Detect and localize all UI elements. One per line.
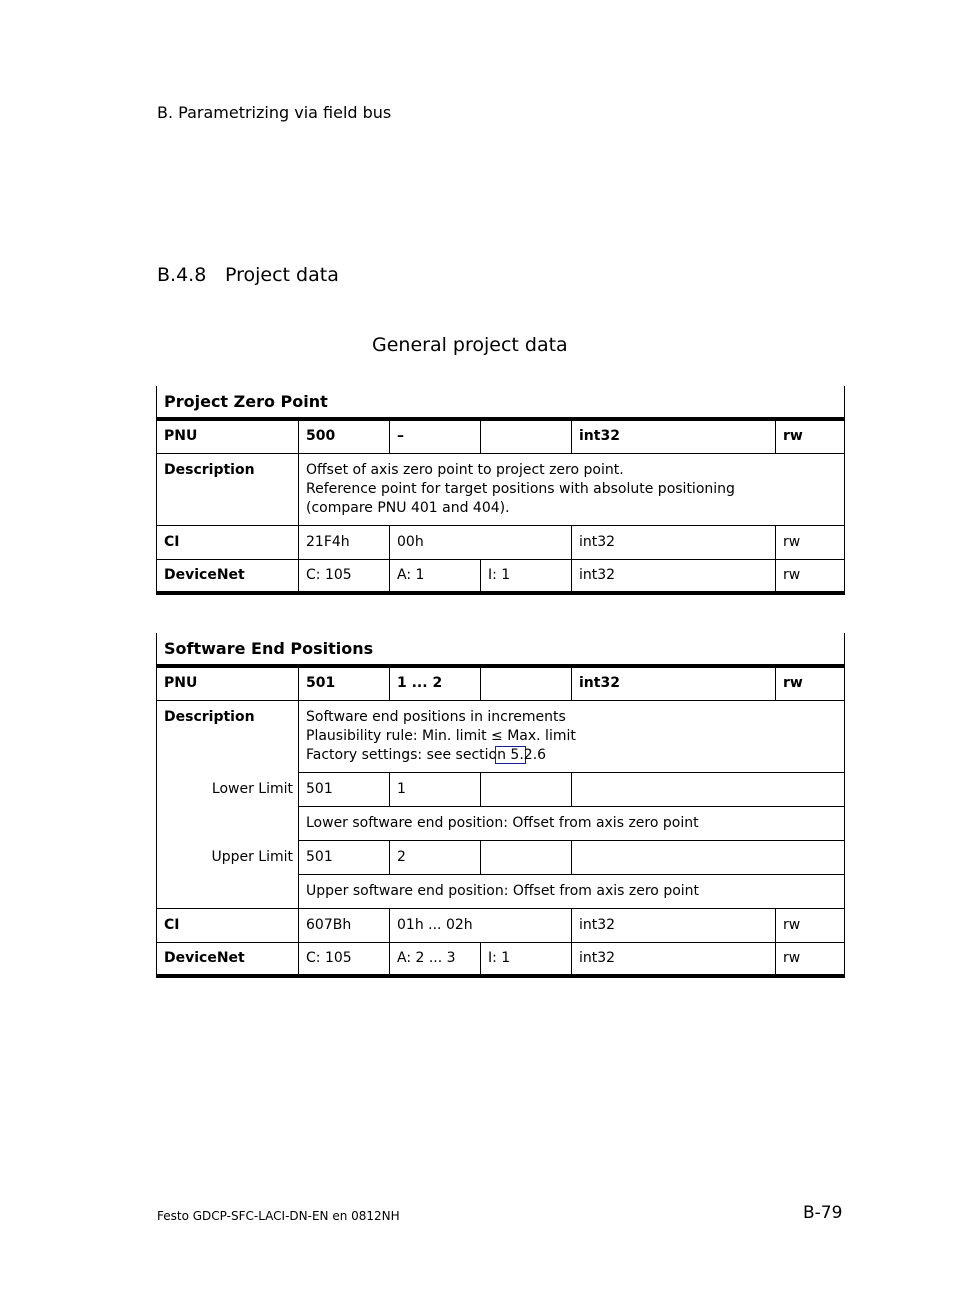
description-line-text: 2.6 xyxy=(523,746,547,763)
section-number: B.4.8 xyxy=(157,264,207,286)
description-line: Plausibility rule: Min. limit ≤ Max. limit xyxy=(306,727,576,744)
ci-row xyxy=(157,525,845,559)
upper-limit-empty xyxy=(481,840,572,874)
upper-limit-label: Upper Limit xyxy=(157,840,299,874)
description-row xyxy=(157,453,845,525)
upper-limit-text: Upper software end position: Offset from axis zero point xyxy=(299,874,845,908)
devicenet-label: DeviceNet xyxy=(157,942,299,976)
ci-subindex: 00h xyxy=(390,525,572,559)
label-spacer xyxy=(157,806,299,840)
lower-limit-text: Lower software end position: Offset from axis zero point xyxy=(299,806,845,840)
devicenet-attribute: A: 2 ... 3 xyxy=(390,942,481,976)
ci-label: CI xyxy=(157,525,299,559)
devicenet-instance: I: 1 xyxy=(481,559,572,593)
ci-index: 607Bh xyxy=(299,908,390,942)
subsection-title: General project data xyxy=(372,334,568,356)
pnu-type: int32 xyxy=(572,419,776,453)
description-line: (compare PNU 401 and 404). xyxy=(306,499,510,516)
description-line: Offset of axis zero point to project zero point. xyxy=(306,461,624,478)
table-title: Software End Positions xyxy=(157,633,845,666)
section-heading xyxy=(157,264,339,286)
lower-limit-empty xyxy=(481,772,572,806)
pnu-subindex: – xyxy=(390,419,481,453)
lower-limit-empty xyxy=(572,772,845,806)
page-number: B-79 xyxy=(803,1203,843,1223)
pnu-empty xyxy=(481,419,572,453)
ci-index: 21F4h xyxy=(299,525,390,559)
pnu-number: 500 xyxy=(299,419,390,453)
description-line: Reference point for target positions with absolute positioning xyxy=(306,480,735,497)
description-text xyxy=(299,453,845,525)
description-label: Description xyxy=(157,453,299,525)
ci-subindex: 01h ... 02h xyxy=(390,908,572,942)
project-zero-point-table xyxy=(156,386,845,595)
pnu-label: PNU xyxy=(157,666,299,700)
pnu-row xyxy=(157,419,845,453)
footer-document-id: Festo GDCP-SFC-LACI-DN-EN en 0812NH xyxy=(157,1209,400,1223)
upper-limit-text-row xyxy=(157,874,845,908)
table-title-row xyxy=(157,633,845,666)
upper-limit-pnu: 501 xyxy=(299,840,390,874)
upper-limit-row xyxy=(157,840,845,874)
lower-limit-label: Lower Limit xyxy=(157,772,299,806)
pnu-label: PNU xyxy=(157,419,299,453)
label-spacer xyxy=(157,874,299,908)
section-title: Project data xyxy=(225,264,339,286)
description-label: Description xyxy=(157,700,299,772)
devicenet-access: rw xyxy=(776,559,845,593)
ci-access: rw xyxy=(776,908,845,942)
pnu-access: rw xyxy=(776,419,845,453)
upper-limit-empty xyxy=(572,840,845,874)
devicenet-label: DeviceNet xyxy=(157,559,299,593)
lower-limit-text-row xyxy=(157,806,845,840)
devicenet-type: int32 xyxy=(572,942,776,976)
devicenet-class: C: 105 xyxy=(299,559,390,593)
description-line xyxy=(306,746,837,765)
pnu-type: int32 xyxy=(572,666,776,700)
pnu-row xyxy=(157,666,845,700)
description-line: Software end positions in increments xyxy=(306,708,566,725)
upper-limit-subindex: 2 xyxy=(390,840,481,874)
lower-limit-pnu: 501 xyxy=(299,772,390,806)
description-row xyxy=(157,700,845,772)
devicenet-type: int32 xyxy=(572,559,776,593)
pnu-subindex: 1 ... 2 xyxy=(390,666,481,700)
devicenet-class: C: 105 xyxy=(299,942,390,976)
table-title-row xyxy=(157,386,845,419)
chapter-header: B. Parametrizing via field bus xyxy=(157,103,392,122)
lower-limit-row xyxy=(157,772,845,806)
pnu-number: 501 xyxy=(299,666,390,700)
pnu-empty xyxy=(481,666,572,700)
ci-type: int32 xyxy=(572,908,776,942)
devicenet-row xyxy=(157,559,845,593)
description-line-text: Factory settings: see sectio xyxy=(306,746,498,763)
ci-access: rw xyxy=(776,525,845,559)
devicenet-attribute: A: 1 xyxy=(390,559,481,593)
ci-type: int32 xyxy=(572,525,776,559)
table-title: Project Zero Point xyxy=(157,386,845,419)
lower-limit-subindex: 1 xyxy=(390,772,481,806)
pnu-access: rw xyxy=(776,666,845,700)
devicenet-row xyxy=(157,942,845,976)
description-text xyxy=(299,700,845,772)
software-end-positions-table xyxy=(156,633,845,978)
devicenet-access: rw xyxy=(776,942,845,976)
devicenet-instance: I: 1 xyxy=(481,942,572,976)
ci-row xyxy=(157,908,845,942)
ci-label: CI xyxy=(157,908,299,942)
section-link[interactable]: n 5. xyxy=(497,746,524,763)
